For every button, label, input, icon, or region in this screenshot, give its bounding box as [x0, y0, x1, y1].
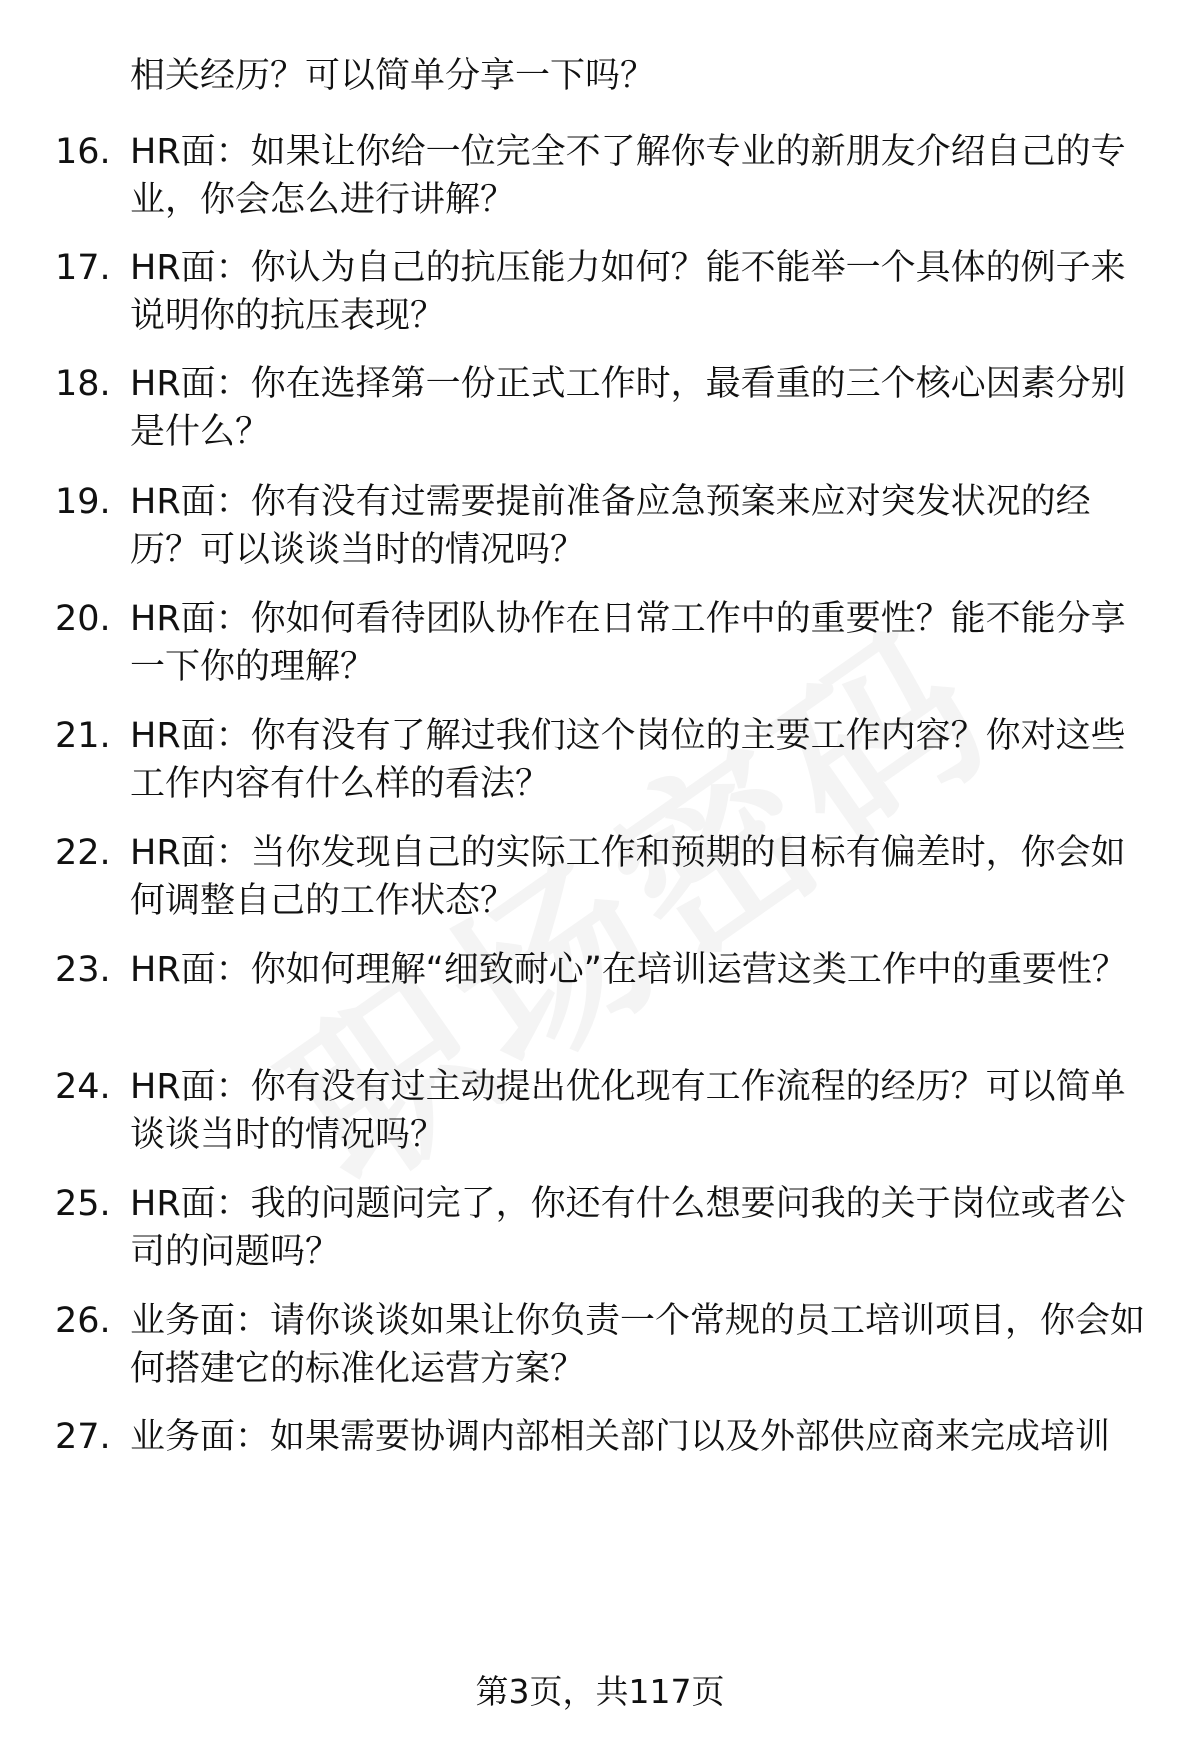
- question-number: 27.: [55, 1417, 111, 1457]
- question-text: HR面：你如何理解“细致耐心”在培训运营这类工作中的重要性？: [130, 950, 1127, 990]
- question-text: HR面：你认为自己的抗压能力如何？能不能举一个具体的例子来说明你的抗压表现？: [130, 248, 1126, 336]
- question-text: 业务面：请你谈谈如果让你负责一个常规的员工培训项目，你会如何搭建它的标准化运营方案？: [130, 1301, 1146, 1389]
- question-number: 16.: [55, 132, 111, 172]
- question-number: 25.: [55, 1184, 111, 1224]
- question-number: 17.: [55, 248, 111, 288]
- question-text: HR面：你有没有过主动提出优化现有工作流程的经历？可以简单谈谈当时的情况吗？: [130, 1067, 1126, 1155]
- question-text: HR面：我的问题问完了，你还有什么想要问我的关于岗位或者公司的问题吗？: [130, 1184, 1126, 1272]
- question-number: 20.: [55, 599, 111, 639]
- question-number: 21.: [55, 716, 111, 756]
- question-text: HR面：你如何看待团队协作在日常工作中的重要性？能不能分享一下你的理解？: [130, 599, 1126, 687]
- question-number: 19.: [55, 482, 111, 522]
- question-number: 22.: [55, 833, 111, 873]
- page-footer: 第3页，共117页: [475, 1672, 725, 1711]
- question-text: 业务面：如果需要协调内部相关部门以及外部供应商来完成培训: [130, 1417, 1111, 1457]
- question-number: 18.: [55, 364, 111, 404]
- question-text: HR面：你有没有了解过我们这个岗位的主要工作内容？你对这些工作内容有什么样的看法？: [130, 716, 1126, 804]
- question-text: HR面：当你发现自己的实际工作和预期的目标有偏差时，你会如何调整自己的工作状态？: [130, 833, 1126, 921]
- question-number: 23.: [55, 950, 111, 990]
- question-text: HR面：你在选择第一份正式工作时，最看重的三个核心因素分别是什么？: [130, 364, 1126, 452]
- question-number: 24.: [55, 1067, 111, 1107]
- continued-question-text: 相关经历？可以简单分享一下吗？: [130, 56, 656, 96]
- question-number: 26.: [55, 1301, 111, 1341]
- question-text: HR面：如果让你给一位完全不了解你专业的新朋友介绍自己的专业，你会怎么进行讲解？: [130, 132, 1126, 220]
- question-text: HR面：你有没有过需要提前准备应急预案来应对突发状况的经历？可以谈谈当时的情况吗？: [130, 482, 1091, 570]
